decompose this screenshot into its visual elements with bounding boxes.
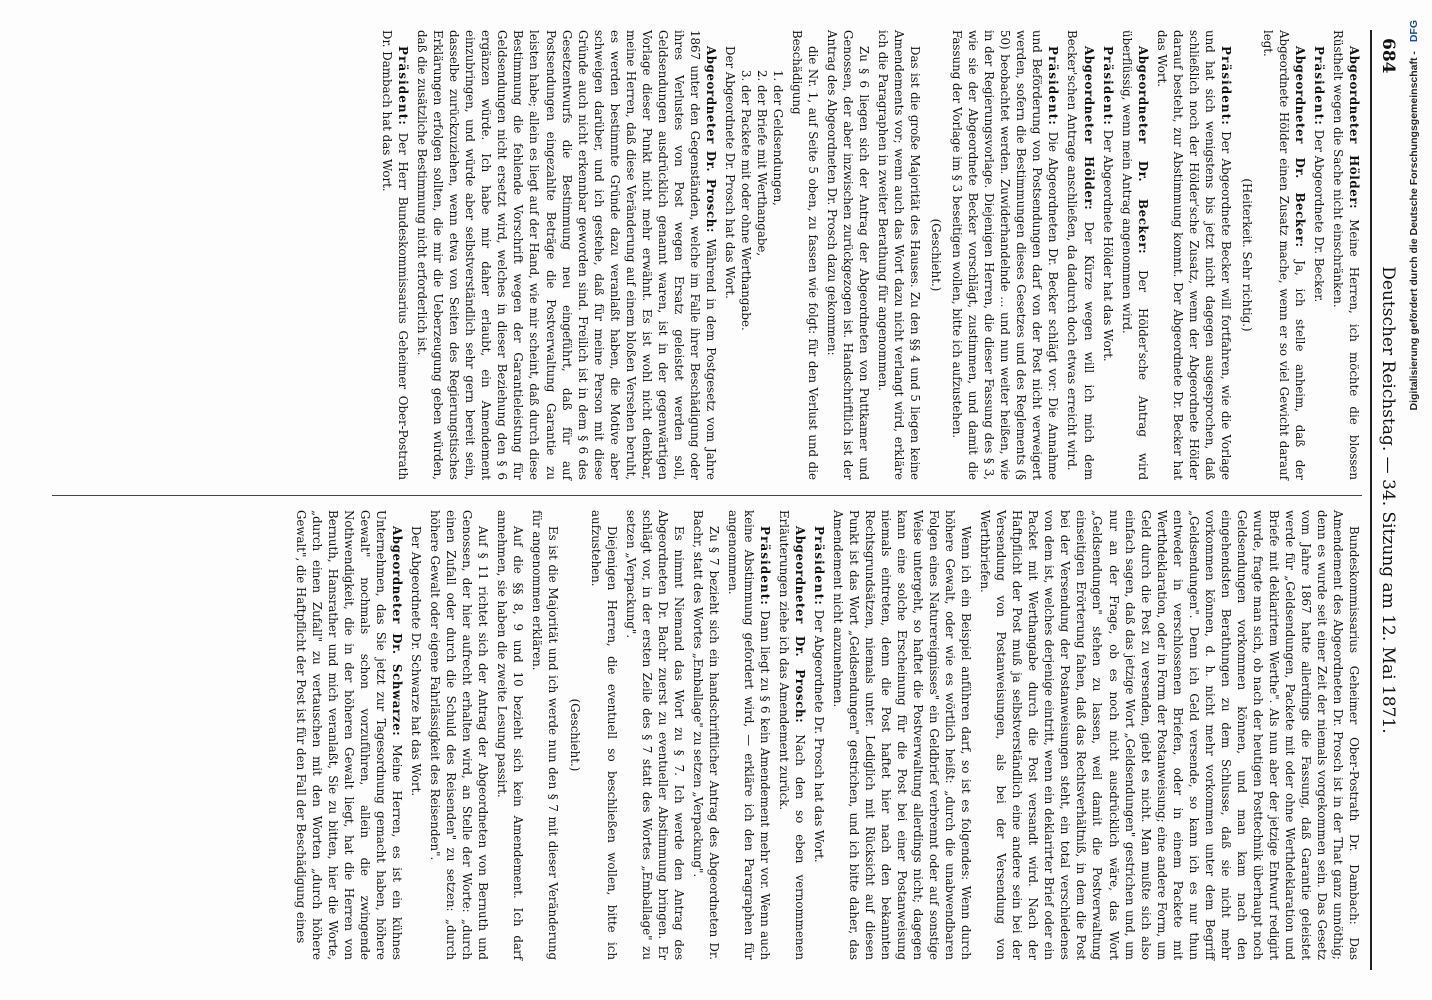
speaker-name: Präsident: [757,526,772,606]
speech-text: Das ist die große Majorität des Hauses. Zu den §§ 4 und 5 liegen keine Amendements vor; wenn auch das Wort dazu nicht verlangt wird, erkläre ich die Paragraphen in zweiter Berathung für angenommen. [876,30,923,480]
speech-paragraph [824,30,872,480]
speech-paragraph [1100,30,1116,480]
speech-paragraph [1330,30,1362,480]
speech-text: Ja, ich stelle anheim, daß der Abgeordnete Hölder einen Zusatz mache, wenn er so viel Gewicht darauf legt. [1260,30,1307,481]
speech-paragraph [830,510,974,960]
speech-text: Zu § 7 bezieht sich ein handschriftlicher Antrag des Abgeordneten Dr. Bachr, statt des Wortes „Emballage" zu setzen „Verpackung". [690,510,721,960]
speech-paragraph [776,510,808,960]
speech-paragraph [293,510,405,960]
speech-text: Der Abgeordnete Dr. Prosch hat das Wort. [811,609,826,863]
speaker-name: Präsident: [1311,46,1326,126]
speech-text: Der Herr Bundeskommissarius Geheimer Ober-Postrath Dr. Dambach hat das Wort. [380,30,411,480]
speech-text: Nach den so eben vernommenen Erläuterungen ziehe ich das Amendement zurück. [776,510,807,960]
column-rule [52,495,1362,496]
speaker-name: Abgeordneter Dr. Schwarze: [390,526,405,737]
right-column [290,510,1362,960]
speech-paragraph [408,510,424,960]
speech-text: Es nimmt Niemand das Wort zu § 7. Ich werde den Antrag des Abgeordneten Dr. Bachr zuerst zu eventueller Abstimmung bringen. Er schlägt vor, in der ersten Zeile des § 7 statt des Wortes „Emballage" zu setzen „Verpackung". [623,510,686,960]
speech-paragraph [379,30,411,480]
speech-text: Der Kürze wegen will ich mich dem Becker'schen Antrage anschließen, da dadurch doch etwas erreicht wird. [1065,30,1096,481]
speech-paragraph [427,510,491,960]
speech-paragraph [811,510,827,960]
stage-direction: (Geschieht.) [567,698,582,772]
speaker-name: Abgeordneter Dr. Becker: [1292,46,1307,248]
speech-text: Wenn ich ein Beispiel anführen darf, so ist es folgendes: Wenn durch höhere Gewalt, oder wie es wörtlich heißt: „durch die unabwendbaren Folgen eines Naturereignisses" ein Geldbrief verbrennt oder auf sonstige Weise untergeht, so haftet die Postverwaltung allerdings nicht; dagegen kann eine solche Erscheinung für die Post bei einer Postanweisung niemals eintreten, denn die Post haftet hier nach den bekannten Rechtsgrundsätzen, niemals unter. Lediglich mit Rücksicht auf diesen Punkt ist das Wort „Geldsendungen" gestrichen, und ich bitte daher, das Amendement nicht anzunehmen. [831,510,974,960]
speech-text: Diejenigen Herren, die eventuell so beschließen wollen, bitte ich aufzustehen. [588,510,619,960]
speaker-name: Abgeordneter Dr. Prosch: [792,526,807,724]
enumerated-item: 2. der Briefe mit Werthangabe, [754,70,769,257]
speech-paragraph [494,510,526,960]
speech-paragraph [588,510,620,960]
speech-paragraph [1119,30,1151,480]
enumerated-item: 1. der Geldsendungen, [770,70,785,206]
speech-paragraph [690,510,722,960]
speech-text: Auf die §§ 8, 9 und 10 bezieht sich kein Amendement. Ich darf annehmen, sie haben die zweite Lesung passirt. [495,510,526,960]
speaker-name: Präsident: [1046,46,1061,126]
speech-paragraph [529,510,561,960]
speech-text: Es ist die Majorität und ich werde nun den § 7 mit dieser Veränderung für angenommen erklären. [530,510,561,960]
speaker-name: Abgeordneter Hölder: [1347,46,1361,210]
speech-text: Der Abgeordnete Hölder hat das Wort. [1100,129,1115,362]
speech-text: die Nr. 1, auf Seite 5 oben, zu fassen wie folgt: für den Verlust und die Beschädigung [790,30,821,480]
stage-direction: (Geschieht.) [929,218,944,292]
running-head-title: Deutscher Reichstag. — 34. Sitzung am 12. Mai 1871. [1378,266,1398,734]
speaker-name: Präsident: [396,46,411,126]
speech-paragraph [949,30,1061,480]
speech-text: Der Abgeordnete Dr. Becker. [1311,129,1326,303]
speech-paragraph [1260,30,1308,480]
speech-paragraph [875,30,923,480]
speech-text: Zu § 6 liegen sich der Antrag der Abgeordneten von Puttkamer und Genossen, der aber inzwischen zurückgezogen ist. Handschriftlich ist der Antrag des Abgeordneten Dr. Prosch dazu gekommen: [825,30,872,480]
speech-paragraph [623,510,687,960]
speech-text: Meine Herren, ich möchte die blossen Rüsthelt wegen die Sache nicht einschränken. [1330,30,1361,481]
speech-text: Auf § 11 richtet sich der Antrag der Abgeordneten von Bernuth und Genossen, der hier aufrecht erhalten wird, an Stelle der Worte: „durch einen Zufall oder durch die Schuld des Reisenden" zu setzen: „durch höhere Gewalt oder eigene Fahrlässigkeit des Reisenden". [428,510,491,960]
speech-paragraph [789,30,821,480]
rotated-page-content [42,30,1402,970]
speech-text: Der Abgeordnete Becker will fortfahren, wie die Vorlage und hat sich wenigstens bis jetzt nicht dagegen ausgesprochen, daß schließlich noch der Hölder'sche Zusatz, wenn der Abgeordnete Hölder darauf besteht, zur Abstimmung kommt. Der Abgeordnete Dr. Becker hat das Wort. [1154,30,1233,481]
speech-text: Meine Herren, es ist ein kühnes Unternehmen, das Sie jetzt zur Tagesordnung gemacht haben, höhere Gewalt" nochmals schon vorzuführen, allein die zwingende Nothwendigkeit, die in der höheren Gewalt liegt, hat die Herren von Bernuth, Hansrather und mich veranlaßt, Sie zu bitten, hier die Worte, „durch einen Zufall" zu vertauschen mit den Worten „durch höhere Gewalt", die Haftpflicht der Post ist für den Fall der Beschädigung eines [294,510,405,960]
header-rule [1370,30,1372,970]
left-column [376,30,1362,480]
speech-paragraph [725,510,773,960]
speech-paragraph [1154,30,1234,480]
speech-text: Der Abgeordnete Dr. Schwarze hat das Wort. [409,526,424,797]
page-number: 684 [1378,38,1398,74]
speaker-name: Abgeordneter Dr. Becker: [1135,46,1150,255]
speaker-name: Abgeordneter Dr. Prosch: [703,46,718,233]
speech-text: Der Hölder'sche Antrag wird überflüssig, wenn mein Antrag angenommen wird. [1119,30,1150,480]
speech-text: Bundeskommissarius Geheimer Ober-Postrath Dr. Dambach: Das Amendement des Abgeordneten Dr. Prosch ist in der That ganz unnöthig; denn es wurde seit einer Zeit der niemals vorgekommen sein. Das Gesetz vom Jahre 1867 hatte allerdings die Fassung, daß Garantie geleistet werde für „Geldsendungen, Packete mit oder ohne Werthdeklaration und Briefe mit deklarirtem Werthe". Als nun aber der jetzige Entwurf redigirt wurde, fragte man sich, ob nach der heutigen Posttechnik überhaupt noch Geldsendungen vorkommen können, und man kam nach den eingehendsten Berathungen zu dem Schlusse, daß sie nicht mehr vorkommen können, d. h. nicht mehr vorkommen unter dem Begriff „Geldsendungen". Denn ich Geld versende, so kann ich es nur thun entweder in verschlossenen Briefen, oder in einem Packete mit Werthdeklaration, oder in Form der Postanweisung; eine andere Form, um Geld durch die Post zu versenden, giebt es nicht. Man mußte sich also einfach sagen, daß das jetzige Wort „Geldsendungen" gestrichen und, um nur an der Frage, ob es noch nicht ausdrücklich wäre, das Wort „Geldsendungen" stehen zu lassen, weil damit die Postverwaltung einseitigen Erörterung fahen, daß das Rechtsverhältniß, in dem die Post bei der Versendung der Postanweisungen steht, ein total verschiedenes von dem ist, welches derjenige eintritt, wenn ein deklarirter Brief oder ein Packet mit Werthangabe durch die Post versandt wird. Nach der Haftpflicht der Post muß ja selbstverständlich eine andere sein bei der Versendung von Postanweisungen, als bei der Versendung von Werthbriefen. [978,510,1361,960]
footer-credit: Digitalisierung gefördert durch die Deutsche Forschungsgemeinschaft - [1408,51,1420,411]
speech-paragraph [1311,30,1327,480]
speaker-name: Präsident: [811,526,826,606]
dfg-logo: DFG [1408,20,1420,43]
speech-text: Der Abgeordnete Dr. Prosch hat das Wort. [722,46,737,299]
speech-text: Die Abgeordneten Dr. Becker schlägt vor: Die Annahme und Beförderung von Postsendungen darf von der Post nicht verweigert werden, sofern die Bestimmungen dieses Gesetzes und des Reglements (§ 50) beobachtet werden. Zuwiderhandelnde ... und nun weiter heißen, wie in der Regierungsvorlage. Diejenigen Herren, die dieser Fassung des § 3, wie sie der Abgeordnete Becker vorschlägt, zustimmen, und damit die Fassung der Vorlage im § 3 beseitigen wollen, bitte ich aufzustehen. [950,30,1061,480]
running-head [1368,30,1402,970]
speech-paragraph [414,30,719,480]
speech-paragraph [1064,30,1096,480]
speech-text: Dann liegt zu § 6 kein Amendement mehr vor. Wenn auch keine Abstimmung gefordert wird, — erkläre ich den Paragraphen für angenommen. [725,510,772,960]
stage-direction: (Heiterkeit. Sehr richtig.) [1239,178,1254,332]
speaker-name: Präsident: [1218,46,1233,126]
speech-paragraph [977,510,1362,960]
speaker-name: Präsident: [1100,46,1115,126]
digitization-footer [1402,20,1426,980]
speech-paragraph [722,30,738,480]
speaker-name: Abgeordneter Hölder: [1081,46,1096,211]
enumerated-item: 3. der Packete mit oder ohne Werthangabe. [738,70,753,331]
speech-text: Während in dem Postgesetz vom Jahre 1867 unter den Gegenständen, welche im Falle ihrer Beschädigung oder ihres Verlustes von Post wegen Ersatz geleistet werden soll, Geldsendungen ausdrücklich genannt waren, ist in der gegenwärtigen Vorlage dieser Punkt nicht mehr erwähnt. Es ist wohl nicht denkbar, meine Herren, daß diese Veränderung auf einem bloßen Versehen beruht, es werden bestimmte Gründe dazu veranlaßt haben, die Motive aber schweigen darüber, und ich gestehe, daß für meine Person mit diese Gründe auch nicht erkennbar geworden sind. Freilich ist in dem § 6 des Gesetzentwurfs die Bestimmung neu eingeführt, daß für auf Postsendungen eingezahlte Beträge die Postverwaltung Garantie zu leisten habe; allein es liegt auf der Hand, wie mir scheint, daß durch diese Bestimmung die fehlende Vorschrift wegen der Garantieleistung für Geldsendungen nicht ersetzt wird, welches in dieser Beziehung den § 6 ergänzen würde. Ich habe mir daher erlaubt, ein Amendement einzubringen, und würde aber selbstverständlich sehr gern bereit sein, dasselbe zurückzuziehen, wenn etwa von Seiten des Regierungstisches Erklärungen erfolgen sollten, die mir die Ueberzeugung geben würden, daß die zusätzliche Bestimmung nicht erforderlich ist. [415,30,718,480]
